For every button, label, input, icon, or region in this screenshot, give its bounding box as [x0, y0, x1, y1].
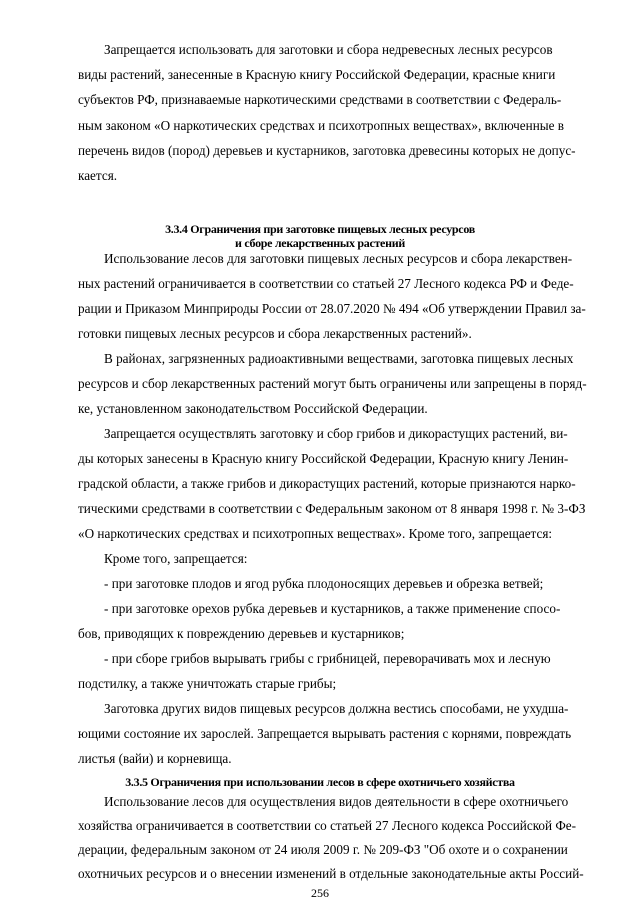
text-line: кается.: [78, 168, 118, 183]
text-line: охотничьих ресурсов и о внесении изменений в отдельные законодательные акты Россий-: [78, 866, 584, 881]
text-line: готовки пищевых лесных ресурсов и сбора лекарственных растений».: [78, 326, 472, 341]
text-line: тическими средствами в соответствии с Федеральным законом от 8 января 1998 г. № 3-ФЗ: [78, 501, 586, 516]
text-line: ке, установленном законодательством Российской Федерации.: [78, 401, 428, 416]
text-line: - при заготовке плодов и ягод рубка плодоносящих деревьев и обрезка ветвей;: [104, 576, 544, 591]
section-heading: 3.3.5 Ограничения при использовании лесов в сфере охотничьего хозяйства: [125, 775, 515, 789]
text-line: рации и Приказом Минприроды России от 28.07.2020 № 494 «Об утверждении Правил за-: [78, 301, 586, 316]
text-line: бов, приводящих к повреждению деревьев и кустарников;: [78, 626, 405, 641]
text-line: градской области, а также грибов и дикорастущих растений, которые признаются нарко-: [78, 476, 576, 491]
section-heading: 3.3.4 Ограничения при заготовке пищевых лесных ресурсов: [165, 222, 475, 236]
text-line: ресурсов и сбор лекарственных растений могут быть ограничены или запрещены в поряд-: [78, 376, 587, 391]
text-line: - при заготовке орехов рубка деревьев и кустарников, а также применение спосо-: [104, 601, 561, 616]
section-heading: и сборе лекарственных растений: [235, 236, 405, 250]
text-line: «О наркотических средствах и психотропных веществах». Кроме того, запрещается:: [78, 526, 553, 541]
text-line: Запрещается использовать для заготовки и сбора недревесных лесных ресурсов: [104, 42, 553, 57]
text-line: перечень видов (пород) деревьев и кустарников, заготовка древесины которых не допус-: [78, 143, 576, 158]
text-line: субъектов РФ, признаваемые наркотическими средствами в соответствии с Федераль-: [78, 92, 562, 107]
text-line: ных растений ограничивается в соответствии со статьей 27 Лесного кодекса РФ и Феде-: [78, 276, 574, 291]
text-line: - при сборе грибов вырывать грибы с грибницей, переворачивать мох и лесную: [104, 651, 551, 666]
text-line: Запрещается осуществлять заготовку и сбор грибов и дикорастущих растений, ви-: [104, 426, 568, 441]
text-line: подстилку, а также уничтожать старые грибы;: [78, 676, 337, 691]
text-line: Кроме того, запрещается:: [104, 551, 248, 566]
text-line: Заготовка других видов пищевых ресурсов должна вестись способами, не ухудша-: [104, 701, 569, 716]
text-line: хозяйства ограничивается в соответствии со статьей 27 Лесного кодекса Российской Фе-: [78, 818, 577, 833]
text-line: Использование лесов для заготовки пищевых лесных ресурсов и сбора лекарствен-: [104, 251, 573, 266]
text-line: ющими состояние их зарослей. Запрещается вырывать растения с корнями, повреждать: [78, 726, 572, 741]
text-line: ным законом «О наркотических средствах и психотропных веществах», включенные в: [78, 118, 565, 133]
text-line: дерации, федеральным законом от 24 июля 2009 г. № 209-ФЗ "Об охоте и о сохранении: [78, 842, 568, 857]
text-line: листья (вайи) и корневища.: [78, 751, 232, 766]
text-line: виды растений, занесенные в Красную книгу Российской Федерации, красные книги: [78, 67, 556, 82]
page-number: 256: [311, 886, 329, 900]
text-line: Использование лесов для осуществления видов деятельности в сфере охотничьего: [104, 794, 569, 809]
text-line: В районах, загрязненных радиоактивными веществами, заготовка пищевых лесных: [104, 351, 574, 366]
text-line: ды которых занесены в Красную книгу Российской Федерации, Красную книгу Ленин-: [78, 451, 569, 466]
